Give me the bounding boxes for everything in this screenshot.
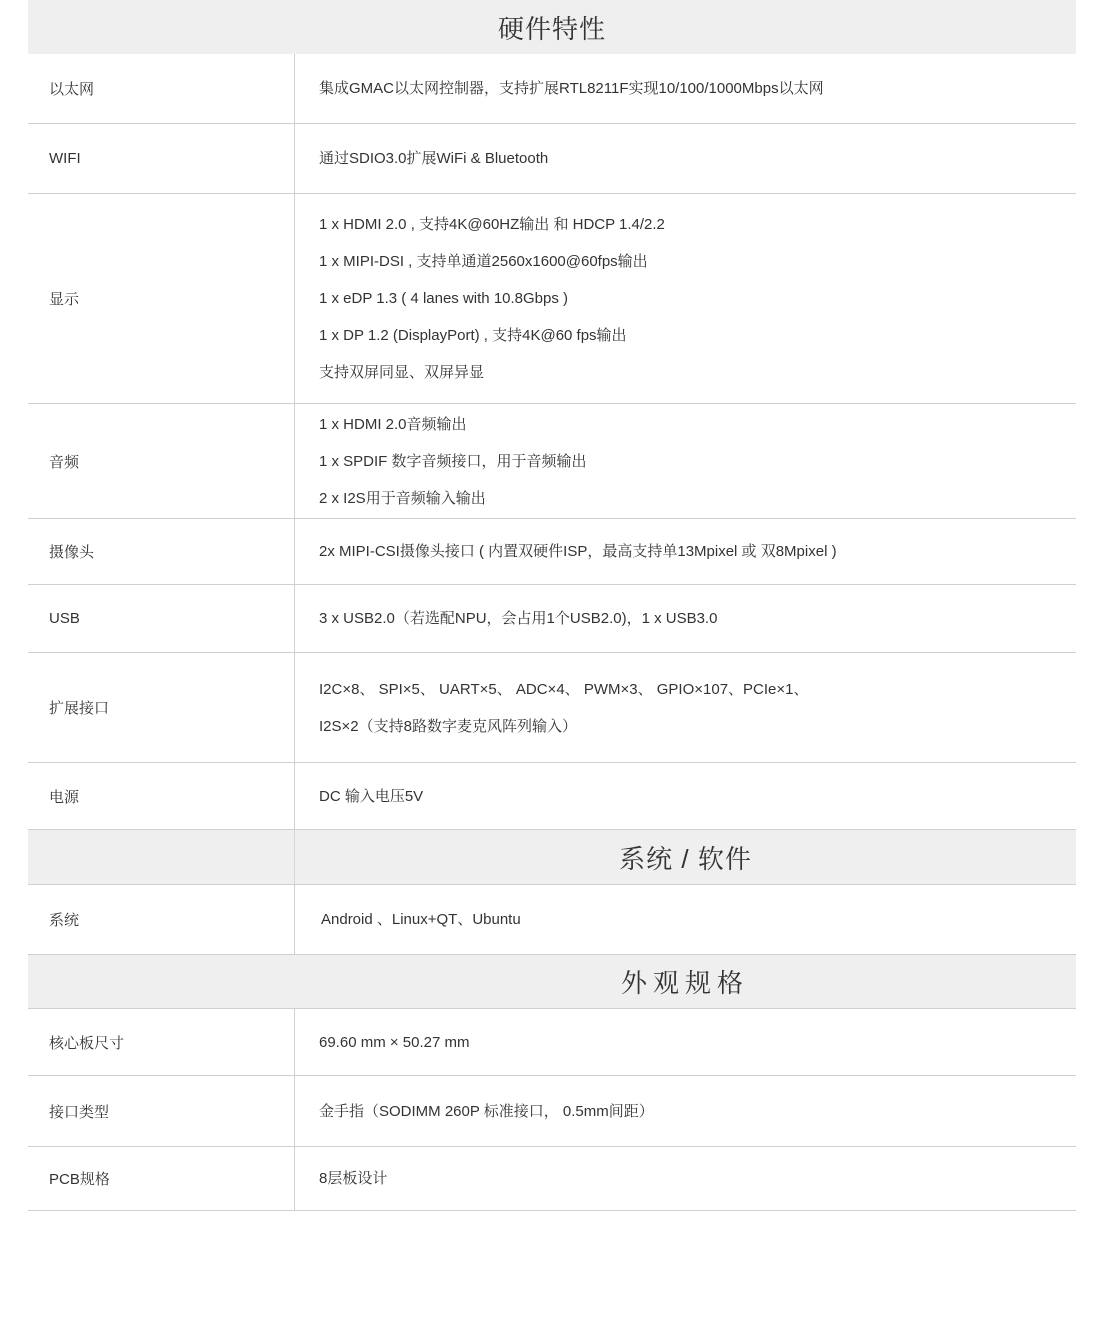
value-line: 1 x SPDIF 数字音频接口，用于音频输出 xyxy=(319,452,587,470)
value-line: 2 x I2S用于音频输入输出 xyxy=(319,489,486,507)
table-row xyxy=(28,585,1076,653)
section-header-system xyxy=(28,830,1076,885)
section-header-hardware xyxy=(28,0,1076,54)
value-line: I2S×2（支持8路数字麦克风阵列输入） xyxy=(319,717,577,735)
header-left-cell xyxy=(28,830,295,884)
value-line: DC 输入电压5V xyxy=(319,787,424,805)
row-value xyxy=(295,763,1076,829)
value-line: 69.60 mm × 50.27 mm xyxy=(319,1033,470,1051)
table-row xyxy=(28,1009,1076,1076)
section-title: 硬件特性 xyxy=(497,13,606,44)
row-value xyxy=(295,124,1076,193)
value-line: 1 x HDMI 2.0 , 支持4K@60HZ输出 和 HDCP 1.4/2.2 xyxy=(319,216,665,233)
row-value xyxy=(295,653,1076,762)
row-label: 显示 xyxy=(28,194,295,403)
value-line: 1 x MIPI-DSI , 支持单通道2560x1600@60fps输出 xyxy=(319,253,648,270)
row-label: 扩展接口 xyxy=(28,653,295,762)
row-value xyxy=(295,404,1076,518)
table-row xyxy=(28,404,1076,519)
value-line: 3 x USB2.0（若选配NPU，会占用1个USB2.0)，1 x USB3.0 xyxy=(319,610,718,627)
table-row xyxy=(28,763,1076,830)
row-label: USB xyxy=(28,585,295,652)
table-row xyxy=(28,885,1076,955)
row-value xyxy=(295,885,1076,954)
value-line: 金手指（SODIMM 260P 标准接口， 0.5mm间距） xyxy=(319,1102,654,1120)
row-label: 接口类型 xyxy=(28,1076,295,1146)
value-line: 2x MIPI-CSI摄像头接口 ( 内置双硬件ISP，最高支持单13Mpixel 或 双8Mpixel ) xyxy=(319,543,837,560)
row-label: 核心板尺寸 xyxy=(28,1009,295,1075)
spec-table xyxy=(28,0,1076,1211)
table-row xyxy=(28,54,1076,124)
row-value xyxy=(295,585,1076,652)
value-line: 1 x DP 1.2 (DisplayPort) , 支持4K@60 fps输出 xyxy=(319,327,627,344)
table-row xyxy=(28,194,1076,404)
row-label: 音频 xyxy=(28,404,295,518)
value-line: 1 x eDP 1.3 ( 4 lanes with 10.8Gbps ) xyxy=(319,290,569,307)
row-label: 电源 xyxy=(28,763,295,829)
row-value xyxy=(295,1147,1076,1210)
value-line: 1 x HDMI 2.0音频输出 xyxy=(319,415,467,433)
value-line: 集成GMAC以太网控制器，支持扩展RTL8211F实现10/100/1000Mbps以太网 xyxy=(319,80,824,97)
value-line: Android 、Linux+QT、Ubuntu xyxy=(321,911,521,928)
table-row xyxy=(28,1147,1076,1211)
row-label: 以太网 xyxy=(28,54,295,123)
section-title: 外观规格 xyxy=(620,968,749,998)
section-header-appearance xyxy=(28,955,1076,1009)
table-row xyxy=(28,1076,1076,1147)
row-value xyxy=(295,1076,1076,1146)
row-label: 系统 xyxy=(28,885,295,954)
table-row xyxy=(28,653,1076,763)
row-value xyxy=(295,519,1076,584)
row-value xyxy=(295,54,1076,123)
value-line: 通过SDIO3.0扩展WiFi & Bluetooth xyxy=(319,150,549,167)
row-value xyxy=(295,1009,1076,1075)
section-title: 系统 / 软件 xyxy=(619,843,752,874)
row-value xyxy=(295,194,1076,403)
value-line: I2C×8、 SPI×5、 UART×5、 ADC×4、 PWM×3、 GPIO×107、PCIe×1、 xyxy=(319,680,809,698)
row-label: WIFI xyxy=(28,124,295,193)
table-row xyxy=(28,519,1076,585)
row-label: 摄像头 xyxy=(28,519,295,584)
value-line: 8层板设计 xyxy=(319,1170,388,1187)
row-label: PCB规格 xyxy=(28,1147,295,1210)
table-row xyxy=(28,124,1076,194)
value-line: 支持双屏同显、双屏异显 xyxy=(319,364,485,381)
